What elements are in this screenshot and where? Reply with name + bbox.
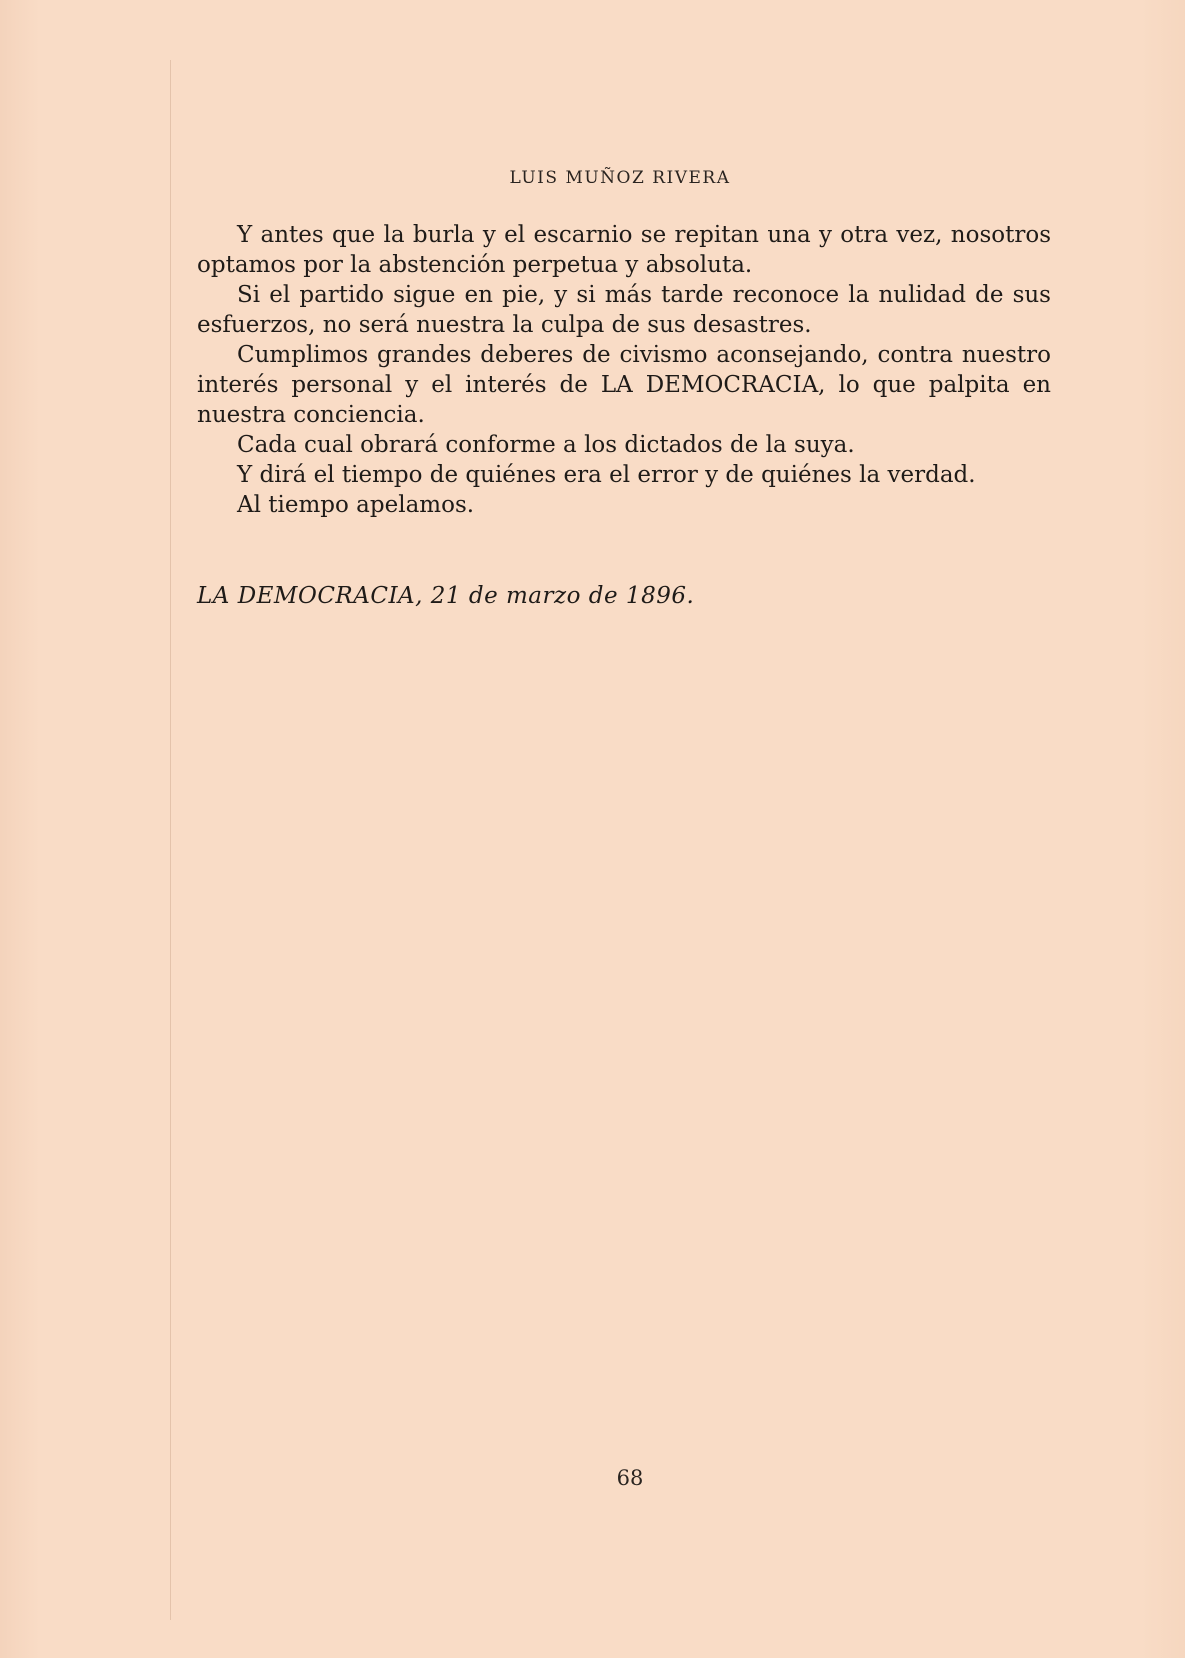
paragraph: Al tiempo apelamos. — [237, 492, 475, 518]
paragraph: Y dirá el tiempo de quiénes era el error y de quiénes la verdad. — [237, 462, 976, 488]
running-head: LUIS MUÑOZ RIVERA — [509, 168, 731, 188]
paragraph: Si el partido sigue en pie, y si más tarde reconoce la nulidad de sus esfuerzos, no será nuestra la culpa de sus desastres. — [197, 282, 1051, 338]
paragraph: Y antes que la burla y el escarnio se repitan una y otra vez, nosotros optamos por la abstención perpetua y absoluta. — [197, 222, 1051, 278]
paragraph: Cumplimos grandes deberes de civismo aconsejando, contra nuestro interés personal y el interés de LA DEMOCRACIA, lo que palpita en nuestra conciencia. — [197, 342, 1051, 428]
page-number: 68 — [616, 1466, 644, 1490]
page-gutter-line — [170, 60, 171, 1620]
source-signature: LA DEMOCRACIA, 21 de marzo de 1896. — [197, 583, 695, 609]
paragraph: Cada cual obrará conforme a los dictados de la suya. — [237, 432, 855, 458]
scan-margin — [1185, 0, 1201, 1658]
article-body — [197, 220, 1051, 520]
